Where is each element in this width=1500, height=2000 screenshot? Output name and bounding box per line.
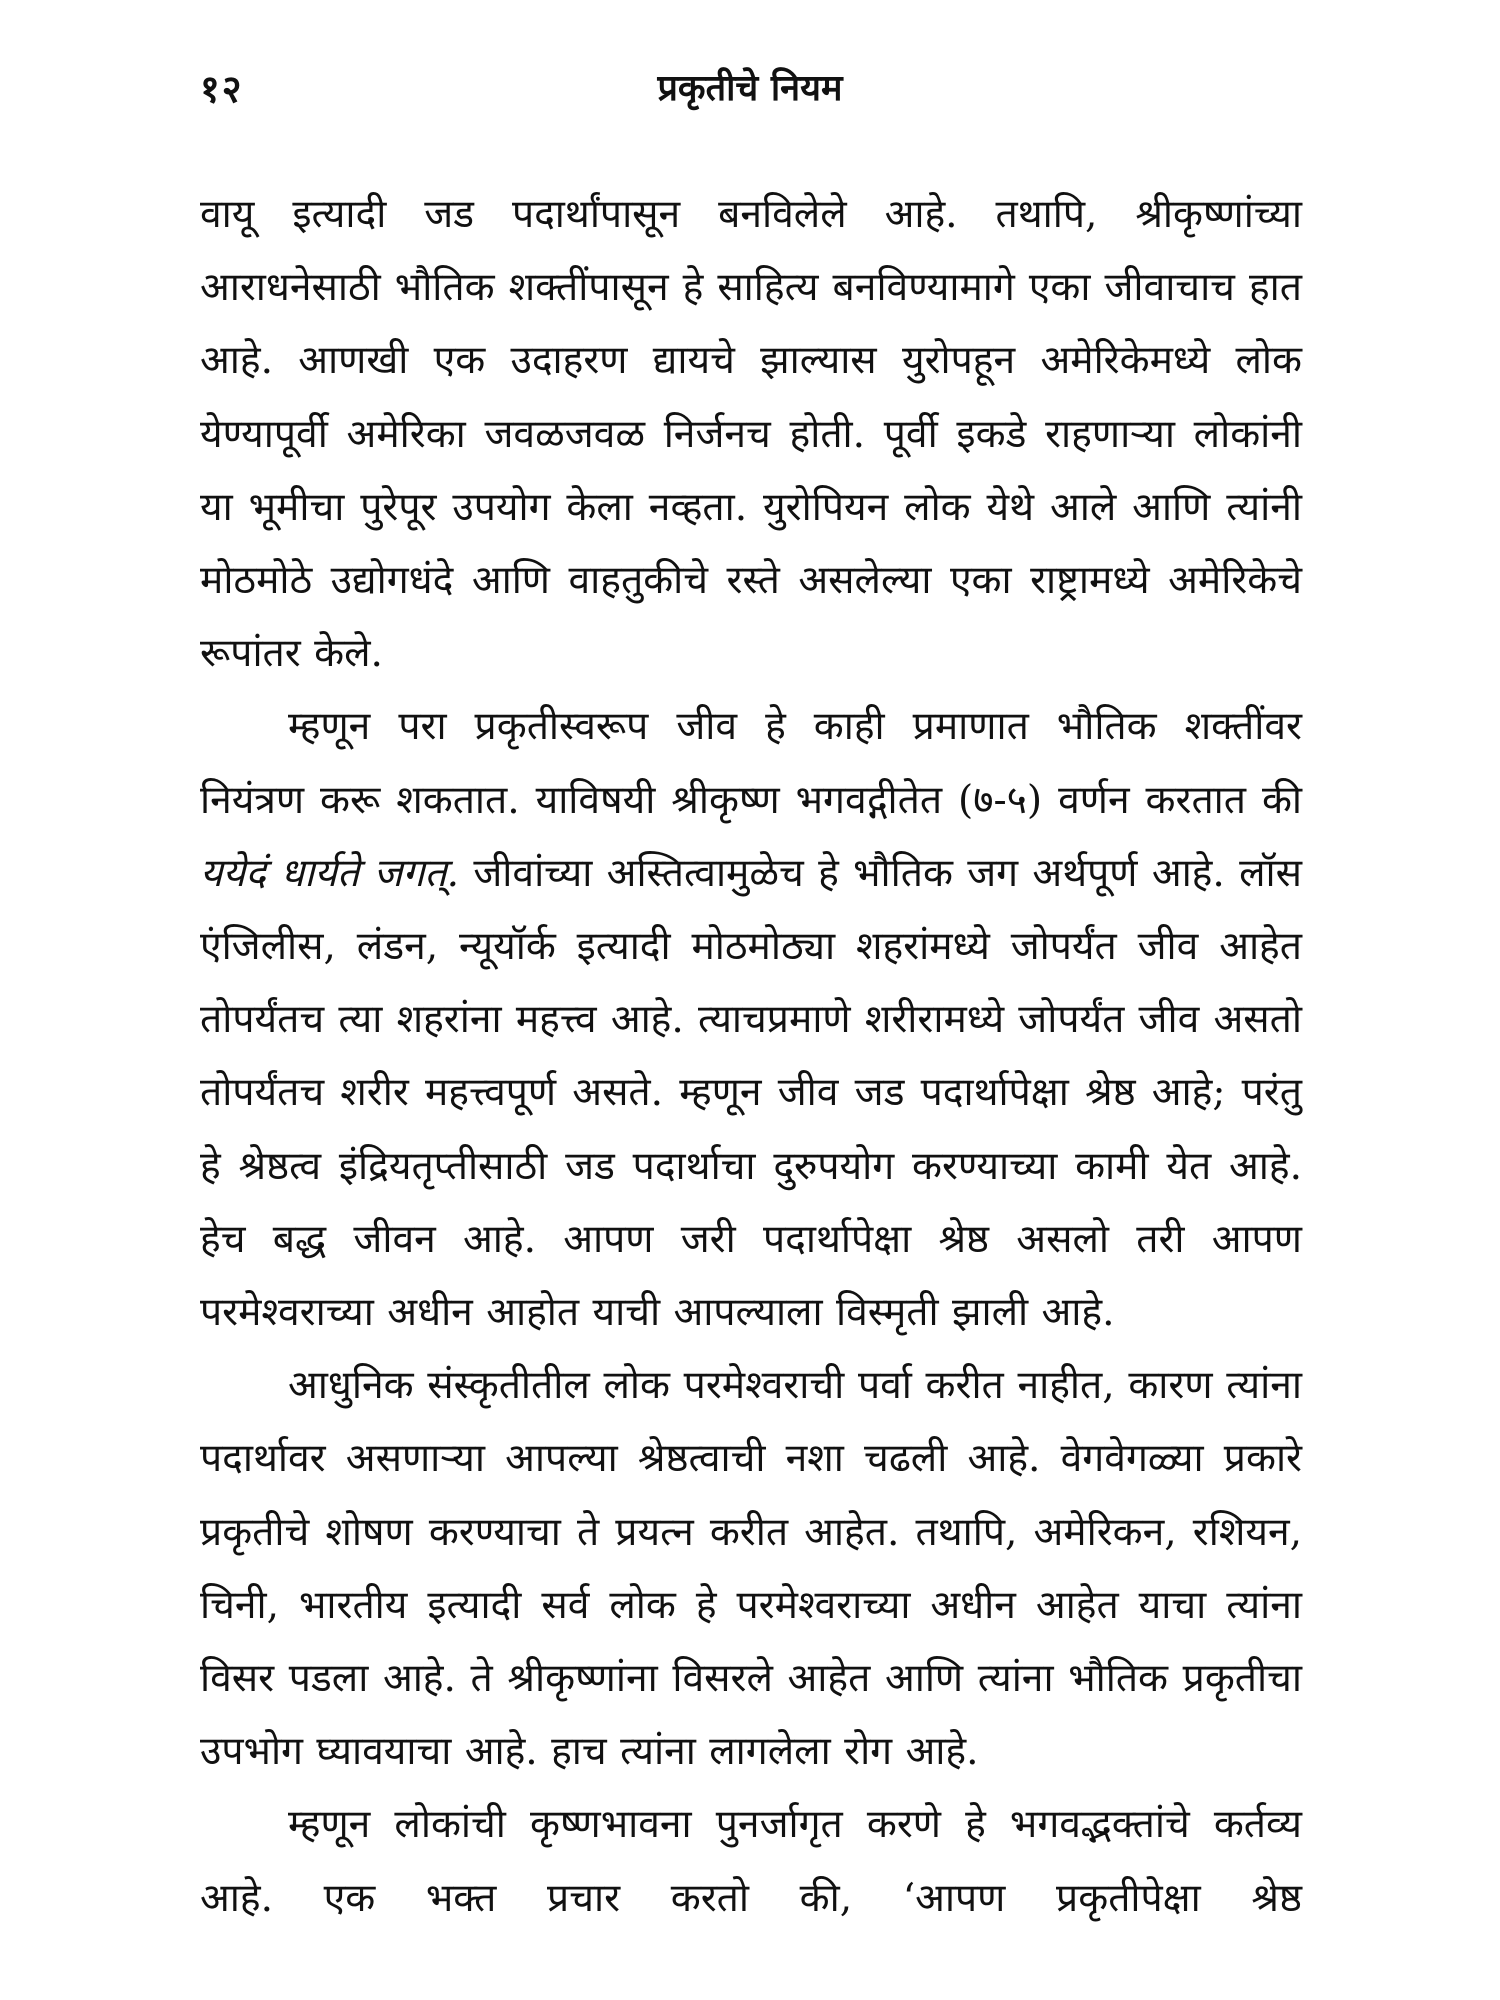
paragraph-continuation: वायू इत्यादी जड पदार्थांपासून बनविलेले आहे. तथापि, श्रीकृष्णांच्या आराधनेसाठी भौतिक शक्तींपासून हे साहित्य बनविण्यामागे एका जीवाचाच हात आहे. आणखी एक उदाहरण द्यायचे झाल्यास युरोपहून अमेरिकेमध्ये लोक येण्यापूर्वी अमेरिका जवळजवळ निर्जनच होती. पूर्वी इकडे राहणाऱ्या लोकांनी या भूमीचा पुरेपूर उपयोग केला नव्हता. युरोपियन लोक येथे आले आणि त्यांनी मोठमोठे उद्योगधंदे आणि वाहतुकीचे रस्ते असलेल्या एका राष्ट्रामध्ये अमेरिकेचे रूपांतर केले. [200,192,1302,677]
paragraph-text: जीवांच्या अस्तित्वामुळेच हे भौतिक जग अर्थपूर्ण आहे. लॉस एंजिलीस, लंडन, न्यूयॉर्क इत्यादी मोठमोठ्या शहरांमध्ये जोपर्यंत जीव आहेत तोपर्यंतच त्या शहरांना महत्त्व आहे. त्याचप्रमाणे शरीरामध्ये जोपर्यंत जीव असतो तोपर्यंतच शरीर महत्त्वपूर्ण असते. म्हणून जीव जड पदार्थापेक्षा श्रेष्ठ आहे; परंतु हे श्रेष्ठत्व इंद्रियतृप्तीसाठी जड पदार्थाचा दुरुपयोग करण्याच्या कामी येत आहे. हेच बद्ध जीवन आहे. आपण जरी पदार्थापेक्षा श्रेष्ठ असलो तरी आपण परमेश्वराच्या अधीन आहोत याची आपल्याला विस्मृती झाली आहे. [200,850,1302,1336]
page-number: १२ [200,66,244,111]
paragraph-text: म्हणून परा प्रकृतीस्वरूप जीव हे काही प्रमाणात भौतिक शक्तींवर नियंत्रण करू शकतात. याविषयी श्रीकृष्ण भगवद्गीतेत (७-५) वर्णन करतात की [200,704,1302,823]
paragraph-krishna-consciousness: म्हणून लोकांची कृष्णभावना पुनर्जागृत करणे हे भगवद्भक्तांचे कर्तव्य आहे. एक भक्त प्रचार करतो की, ‘आपण प्रकृतीपेक्षा श्रेष्ठ [200,1802,1302,1921]
paragraph-para-prakriti [200,690,1302,1349]
gita-quote: ययेदं धार्यते जगत्. [200,850,460,896]
paragraph-modern-civilization: आधुनिक संस्कृतीतील लोक परमेश्वराची पर्वा करीत नाहीत, कारण त्यांना पदार्थावर असणाऱ्या आपल्या श्रेष्ठत्वाची नशा चढली आहे. वेगवेगळ्या प्रकारे प्रकृतीचे शोषण करण्याचा ते प्रयत्न करीत आहेत. तथापि, अमेरिकन, रशियन, चिनी, भारतीय इत्यादी सर्व लोक हे परमेश्वराच्या अधीन आहेत याचा त्यांना विसर पडला आहे. ते श्रीकृष्णांना विसरले आहेत आणि त्यांना भौतिक प्रकृतीचा उपभोग घ्यावयाचा आहे. हाच त्यांना लागलेला रोग आहे. [200,1363,1302,1775]
running-header [200,62,1300,122]
running-title: प्रकृतीचे नियम [657,67,843,109]
body-text [200,178,1302,1935]
